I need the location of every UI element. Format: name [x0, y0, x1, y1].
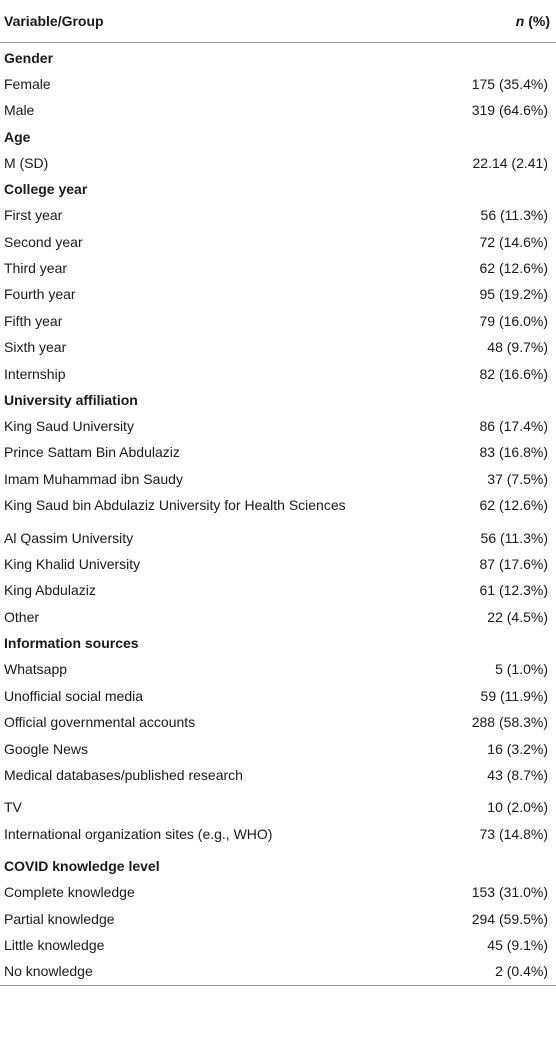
table-row: [0, 229, 556, 255]
row-label: Al Qassim University: [4, 529, 134, 546]
table-row: [0, 466, 556, 492]
table-row: [0, 683, 556, 709]
group-title: University affiliation: [4, 392, 138, 409]
table-row: [0, 879, 556, 905]
row-label: King Saud bin Abdulaziz University for Health Sciences: [4, 497, 346, 514]
row-value: 62 (12.6%): [479, 260, 548, 277]
header-n: n: [515, 13, 525, 29]
group-title: Age: [4, 128, 31, 145]
row-value: 2 (0.4%): [400, 958, 556, 985]
table-row: [0, 150, 556, 176]
row-label: Second year: [4, 233, 83, 250]
row-value: 62 (12.6%): [479, 497, 548, 514]
row-value: 175 (35.4%): [471, 76, 548, 92]
row-value: 61 (12.3%): [479, 582, 548, 599]
row-value: 73 (14.8%): [479, 825, 548, 842]
row-label: Whatsapp: [4, 661, 68, 678]
row-label: Complete knowledge: [4, 884, 135, 901]
table-row: [0, 709, 556, 735]
table-row: [0, 202, 556, 228]
row-value: 43 (8.7%): [487, 766, 548, 783]
group-row: [0, 630, 556, 656]
table-row: [0, 577, 556, 603]
table-row: [0, 439, 556, 465]
table-row: [0, 308, 556, 334]
row-value: 95 (19.2%): [479, 286, 548, 303]
row-label: Google News: [4, 740, 89, 757]
row-label: King Khalid University: [4, 556, 141, 573]
row-value: 294 (59.5%): [471, 910, 548, 927]
row-label: Prince Sattam Bin Abdulaziz: [4, 444, 180, 461]
row-value: 48 (9.7%): [487, 339, 548, 356]
table-row: [0, 255, 556, 281]
row-value: 45 (9.1%): [487, 936, 548, 953]
row-value: 288 (58.3%): [471, 714, 548, 731]
row-label: Sixth year: [4, 339, 67, 356]
table-row: [0, 736, 556, 762]
group-row: [0, 853, 556, 879]
table-row: [0, 525, 556, 551]
row-value: 16 (3.2%): [487, 740, 548, 757]
row-label: King Abdulaziz: [4, 582, 96, 599]
header-n-percent: [400, 0, 556, 43]
table-row: [0, 71, 556, 97]
row-label: International organization sites (e.g., WHO): [4, 825, 273, 842]
row-label: First year: [4, 207, 63, 224]
table-row: [0, 281, 556, 307]
table-row: [0, 492, 556, 524]
row-value: 59 (11.9%): [480, 687, 548, 704]
row-value: 37 (7.5%): [487, 470, 548, 487]
table-row: [0, 932, 556, 958]
table-row: [0, 604, 556, 630]
table-header-row: [0, 0, 556, 43]
row-value: 82 (16.6%): [479, 365, 548, 382]
row-value: 79 (16.0%): [479, 312, 548, 329]
table-row: [0, 794, 556, 820]
row-value: 86 (17.4%): [479, 418, 548, 435]
row-label: Internship: [4, 365, 66, 382]
group-row: [0, 43, 556, 72]
row-value: 22 (4.5%): [487, 608, 548, 625]
group-row: [0, 387, 556, 413]
row-value: 56 (11.3%): [480, 529, 548, 546]
table-row: [0, 821, 556, 853]
table-row: [0, 762, 556, 794]
group-title: College year: [4, 181, 88, 198]
row-value: 10 (2.0%): [487, 799, 548, 816]
table-body: [0, 43, 556, 986]
row-label: TV: [4, 799, 22, 816]
table-row: [0, 413, 556, 439]
row-label: M (SD): [4, 154, 49, 171]
table-row: [0, 906, 556, 932]
row-label: Other: [4, 608, 40, 625]
group-title: COVID knowledge level: [4, 858, 160, 875]
table-row: [0, 97, 556, 123]
row-value: 153 (31.0%): [471, 884, 548, 901]
row-label: Partial knowledge: [4, 910, 115, 927]
header-variable: Variable/Group: [0, 0, 400, 43]
group-row: [0, 176, 556, 202]
header-percent: (%): [524, 13, 550, 29]
row-label: Imam Muhammad ibn Saudy: [4, 470, 183, 487]
row-value: 56 (11.3%): [480, 207, 548, 224]
row-value: 319 (64.6%): [471, 102, 548, 119]
table-row: [0, 656, 556, 682]
table-row: [0, 334, 556, 360]
table-row: [0, 551, 556, 577]
row-label: Medical databases/published research: [4, 766, 243, 783]
table-row: [0, 361, 556, 387]
row-label: Unofficial social media: [4, 687, 144, 704]
row-label: King Saud University: [4, 418, 134, 435]
group-title: Information sources: [4, 635, 139, 652]
row-label: Third year: [4, 260, 68, 277]
table-row: [0, 958, 556, 985]
group-row: [0, 124, 556, 150]
row-label: No knowledge: [0, 958, 400, 985]
group-title: Gender: [4, 50, 54, 66]
row-value: 5 (1.0%): [495, 661, 548, 678]
row-label: Little knowledge: [4, 936, 105, 953]
row-label: Fifth year: [4, 312, 63, 329]
row-value: 83 (16.8%): [479, 444, 548, 461]
row-label: Official governmental accounts: [4, 714, 196, 731]
row-label: Fourth year: [4, 286, 76, 303]
row-value: 22.14 (2.41): [472, 154, 548, 171]
row-label: Female: [4, 76, 51, 92]
row-value: 72 (14.6%): [479, 233, 548, 250]
row-value: 87 (17.6%): [479, 556, 548, 573]
row-label: Male: [4, 102, 35, 119]
